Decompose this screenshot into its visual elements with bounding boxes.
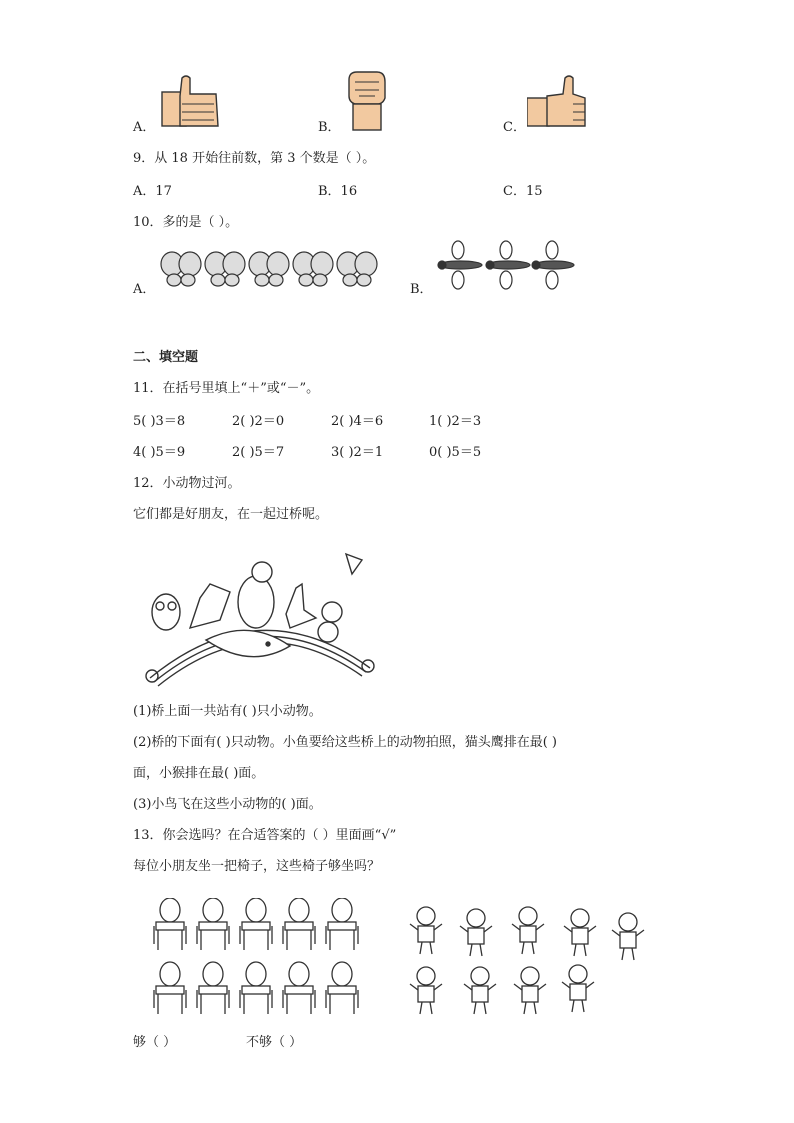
q13-question: 13．你会选吗？在合适答案的（ ）里面画“√” bbox=[133, 828, 397, 843]
q12-part-2: (2)桥的下面有( )只动物。小鱼要给这些桥上的动物拍照，猫头鹰排在最( ) bbox=[133, 735, 557, 750]
q11-blank[interactable]: 2( )4＝6 bbox=[331, 414, 384, 429]
dragonflies-icon bbox=[436, 240, 576, 292]
q11-blank[interactable]: 3( )2＝1 bbox=[331, 445, 384, 460]
enough-option[interactable]: 够（ ） bbox=[133, 1035, 177, 1050]
q10-option-a[interactable]: A． bbox=[133, 282, 156, 297]
q12-part-3: (3)小鸟飞在这些小动物的( )面。 bbox=[133, 797, 322, 812]
children-illustration bbox=[406, 904, 652, 1020]
butterflies-icon bbox=[160, 248, 378, 292]
q10-question: 10．多的是（ ）。 bbox=[133, 215, 239, 230]
q12-intro: 它们都是好朋友，在一起过桥呢。 bbox=[133, 507, 329, 522]
q11-question: 11．在括号里填上“＋”或“－”。 bbox=[133, 381, 320, 396]
q12-part-2-cont: 面，小猴排在最( )面。 bbox=[133, 766, 265, 781]
q11-blank[interactable]: 2( )2＝0 bbox=[232, 414, 285, 429]
animals-bridge-illustration bbox=[140, 548, 380, 688]
q10-option-b[interactable]: B． bbox=[410, 282, 433, 297]
thumbs-up-icon bbox=[160, 74, 222, 130]
section-title: 二、填空题 bbox=[133, 350, 199, 365]
q11-blank[interactable]: 0( )5＝5 bbox=[429, 445, 482, 460]
q8-option-a[interactable]: A． bbox=[133, 120, 156, 135]
q11-blank[interactable]: 4( )5＝9 bbox=[133, 445, 186, 460]
q11-blank[interactable]: 1( )2＝3 bbox=[429, 414, 482, 429]
q13-prompt: 每位小朋友坐一把椅子，这些椅子够坐吗？ bbox=[133, 859, 381, 874]
q12-question: 12．小动物过河。 bbox=[133, 476, 241, 491]
q9-option-c[interactable]: C．15 bbox=[503, 184, 543, 199]
q11-blank[interactable]: 5( )3＝8 bbox=[133, 414, 186, 429]
q12-part-1: (1)桥上面一共站有( )只小动物。 bbox=[133, 704, 322, 719]
q9-question: 9．从 18 开始往前数，第 3 个数是（ ）。 bbox=[133, 151, 376, 166]
q8-option-c[interactable]: C． bbox=[503, 120, 526, 135]
q11-blank[interactable]: 2( )5＝7 bbox=[232, 445, 285, 460]
q8-option-b[interactable]: B． bbox=[318, 120, 341, 135]
not-enough-option[interactable]: 不够（ ） bbox=[246, 1035, 303, 1050]
fist-icon bbox=[345, 70, 387, 132]
q9-option-a[interactable]: A．17 bbox=[133, 184, 172, 199]
chairs-illustration bbox=[152, 898, 366, 1022]
q9-option-b[interactable]: B．16 bbox=[318, 184, 358, 199]
thumbs-up-side-icon bbox=[527, 74, 589, 130]
